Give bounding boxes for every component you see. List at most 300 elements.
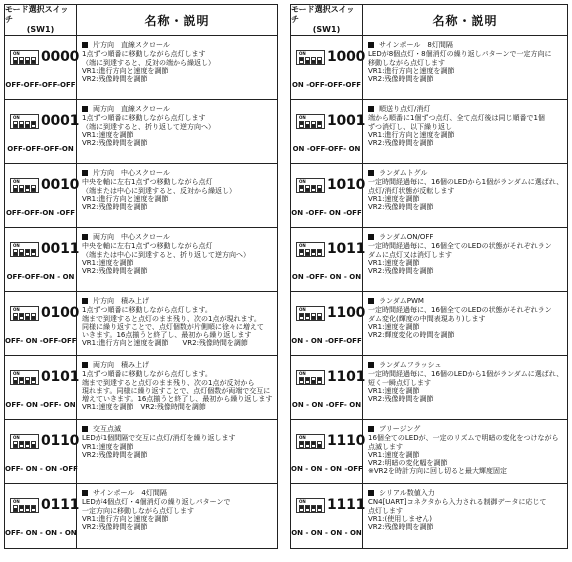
bullet-square-icon bbox=[82, 42, 88, 48]
dip-switch-on-label: ON bbox=[299, 243, 306, 248]
description-line: VR2:残像時間を調節 bbox=[82, 75, 148, 84]
dip-switch-on-label: ON bbox=[13, 371, 20, 376]
dip-switch-lever bbox=[305, 377, 310, 384]
dip-switch-icon bbox=[10, 370, 39, 385]
switch-state: ON - ON - ON - ON bbox=[291, 529, 362, 537]
mode-row bbox=[5, 484, 277, 548]
dip-switch-on-label: ON bbox=[13, 51, 20, 56]
mode-row bbox=[291, 292, 567, 356]
mode-row bbox=[5, 164, 277, 228]
mode-header-label: モード選択スイッチ bbox=[291, 5, 355, 24]
dip-switch-lever bbox=[317, 185, 322, 192]
mode-title: ブリージング bbox=[379, 425, 421, 433]
dip-lever-off bbox=[306, 124, 309, 127]
mode-cell bbox=[5, 228, 80, 291]
description-line: 一定時間経過毎に、16個全てのLEDの状態がそれぞれラン bbox=[368, 242, 552, 251]
dip-lever-off bbox=[14, 60, 17, 63]
dip-switch-icon bbox=[296, 50, 325, 65]
description-line: 1点ずつ順番に移動しながら点灯します。 bbox=[82, 370, 212, 379]
description-line: VR2:残像時間を調節 bbox=[82, 267, 148, 276]
mode-code: 0111 bbox=[41, 497, 80, 513]
dip-switch-lever bbox=[13, 57, 18, 64]
mode-cell bbox=[5, 36, 80, 99]
dip-switch-lever bbox=[299, 313, 304, 320]
mode-title-line bbox=[82, 297, 273, 305]
mode-cell bbox=[291, 228, 366, 291]
bullet-square-icon bbox=[368, 170, 374, 176]
mode-title-line bbox=[82, 425, 273, 433]
switch-state: OFF-OFF-ON - ON bbox=[6, 273, 75, 281]
dip-switch-on-label: ON bbox=[13, 115, 20, 120]
mode-title: ランダムPWM bbox=[379, 297, 424, 305]
description-line: VR1:速度を調節 bbox=[368, 450, 420, 459]
dip-lever-off bbox=[318, 444, 321, 447]
mode-row bbox=[5, 228, 277, 292]
description-line: 増えていきます。16点揃うと終了し、最初から繰り返します bbox=[82, 395, 273, 404]
description-line: いきます。16点揃うと終了し、最初から繰り返します bbox=[82, 331, 252, 340]
mode-title-line bbox=[368, 425, 563, 433]
mode-header-sub: (SW1) bbox=[26, 25, 55, 34]
mode-row bbox=[291, 228, 567, 292]
description-line: 端から順番に1個ずつ点灯、全て点灯後は同じ順番で1個 bbox=[368, 114, 545, 123]
mode-title-line bbox=[368, 297, 563, 305]
mode-code: 0101 bbox=[41, 369, 80, 385]
description-line: LEDが1個間隔で交互に点灯/消灯を繰り返します bbox=[82, 434, 236, 443]
dip-lever-on bbox=[32, 122, 35, 125]
description-line: VR2:残像時間を調節 bbox=[82, 523, 148, 532]
bullet-square-icon bbox=[82, 106, 88, 112]
bullet-square-icon bbox=[82, 490, 88, 496]
mode-description bbox=[77, 484, 277, 548]
bullet-square-icon bbox=[368, 106, 374, 112]
dip-switch-lever bbox=[317, 57, 322, 64]
table-header bbox=[291, 5, 567, 36]
mode-title-line bbox=[368, 169, 563, 177]
description-line: 一定時間経過毎に、16個全てのLEDの状態がそれぞれラン bbox=[368, 306, 552, 315]
description-line: 移動しながら点灯します bbox=[368, 58, 445, 67]
dip-switch-on-label: ON bbox=[13, 499, 20, 504]
dip-lever-on bbox=[26, 506, 29, 509]
dip-switch-lever bbox=[31, 121, 36, 128]
mode-column-header bbox=[291, 5, 363, 35]
mode-column-header bbox=[5, 5, 77, 35]
mode-title: サインポール 8灯間隔 bbox=[379, 41, 453, 49]
dip-lever-off bbox=[14, 380, 17, 383]
table-header bbox=[5, 5, 277, 36]
switch-state: OFF- ON - ON -OFF bbox=[5, 465, 78, 473]
mode-title-line bbox=[82, 105, 273, 113]
dip-switch-lever bbox=[317, 313, 322, 320]
description-line: 中央を軸に左右1点ずつ移動しながら点灯 bbox=[82, 178, 213, 187]
desc-column-header: 名称・説明 bbox=[432, 13, 498, 28]
dip-switch-lever bbox=[13, 121, 18, 128]
dip-lever-off bbox=[32, 60, 35, 63]
description-line: VR1:進行方向と速度を調節 bbox=[368, 66, 455, 75]
description-line: VR2:残像時間を調節 bbox=[368, 267, 434, 276]
switch-state: ON -OFF- ON - ON bbox=[291, 273, 362, 281]
switch-state: ON -OFF-OFF- ON bbox=[292, 145, 361, 153]
switch-state: OFF- ON -OFF-OFF bbox=[5, 337, 77, 345]
dip-lever-on bbox=[306, 442, 309, 445]
mode-row bbox=[5, 292, 277, 356]
mode-row bbox=[291, 36, 567, 100]
dip-switch-lever bbox=[311, 505, 316, 512]
mode-title: 片方向 積み上げ bbox=[93, 297, 149, 305]
dip-lever-off bbox=[20, 124, 23, 127]
dip-lever-off bbox=[312, 380, 315, 383]
dip-switch-lever bbox=[305, 441, 310, 448]
mode-row bbox=[291, 420, 567, 484]
mode-description bbox=[77, 356, 277, 419]
dip-switch-lever bbox=[317, 441, 322, 448]
description-line: 点灯します bbox=[368, 506, 403, 515]
mode-description bbox=[77, 292, 277, 355]
dip-lever-on bbox=[300, 58, 303, 61]
description-line: （端または中心に到達すると、折り返して逆方向へ） bbox=[82, 250, 250, 259]
mode-title-line bbox=[368, 489, 563, 497]
dip-switch-lever bbox=[31, 377, 36, 384]
dip-switch-lever bbox=[13, 377, 18, 384]
dip-switch-icon bbox=[296, 498, 325, 513]
bullet-square-icon bbox=[368, 234, 374, 240]
bullet-square-icon bbox=[368, 490, 374, 496]
dip-lever-off bbox=[32, 444, 35, 447]
dip-lever-on bbox=[300, 314, 303, 317]
description-line: VR1:速度を調節 bbox=[368, 322, 420, 331]
dip-switch-bits bbox=[299, 57, 322, 64]
dip-switch-lever bbox=[19, 377, 24, 384]
dip-lever-on bbox=[306, 378, 309, 381]
dip-switch-lever bbox=[25, 377, 30, 384]
mode-title: ランダムON/OFF bbox=[379, 233, 434, 241]
description-line: 1点ずつ順番に移動しながら点灯します bbox=[82, 114, 206, 123]
mode-cell bbox=[291, 356, 366, 419]
dip-lever-on bbox=[26, 442, 29, 445]
dip-lever-on bbox=[32, 506, 35, 509]
switch-state: OFF-OFF-OFF-ON bbox=[7, 145, 74, 153]
description-line: CN4[UART]コネクタから入力される制御データに応じて bbox=[368, 498, 547, 507]
dip-lever-on bbox=[312, 506, 315, 509]
dip-lever-off bbox=[20, 60, 23, 63]
dip-lever-on bbox=[300, 378, 303, 381]
dip-lever-off bbox=[26, 60, 29, 63]
dip-lever-on bbox=[300, 442, 303, 445]
dip-switch-lever bbox=[25, 121, 30, 128]
mode-cell bbox=[5, 484, 80, 548]
dip-switch-icon bbox=[10, 498, 39, 513]
dip-lever-on bbox=[20, 442, 23, 445]
dip-lever-off bbox=[318, 188, 321, 191]
dip-switch-icon bbox=[10, 50, 39, 65]
dip-switch-on-label: ON bbox=[299, 499, 306, 504]
dip-switch-lever bbox=[13, 185, 18, 192]
mode-header-sub: (SW1) bbox=[312, 25, 341, 34]
dip-lever-off bbox=[20, 252, 23, 255]
bullet-square-icon bbox=[368, 298, 374, 304]
dip-switch-lever bbox=[25, 185, 30, 192]
description-line: 同様に繰り返すことで、点灯個数が片側順に徐々に増えて bbox=[82, 322, 264, 331]
dip-switch-on-label: ON bbox=[13, 307, 20, 312]
rows-left bbox=[5, 36, 277, 548]
dip-lever-off bbox=[306, 60, 309, 63]
dip-switch-bits bbox=[13, 185, 36, 192]
description-line: 端まで到達すると点灯のまま残り、次の1点が反対から bbox=[82, 378, 255, 387]
dip-switch-bits bbox=[13, 441, 36, 448]
mode-cell bbox=[291, 164, 366, 227]
mode-code: 1110 bbox=[327, 433, 366, 449]
dip-lever-on bbox=[300, 506, 303, 509]
description-line: 点滅します bbox=[368, 442, 403, 451]
mode-title-line bbox=[368, 41, 563, 49]
description-line: （端に到達すると、折り返して逆方向へ） bbox=[82, 122, 215, 131]
dip-lever-off bbox=[312, 124, 315, 127]
description-line: ダム変化(輝度の中間表現あり)します bbox=[368, 314, 486, 323]
dip-switch-on-label: ON bbox=[13, 435, 20, 440]
dip-switch-on-label: ON bbox=[13, 243, 20, 248]
dip-lever-on bbox=[300, 186, 303, 189]
dip-switch-lever bbox=[13, 441, 18, 448]
mode-code: 1011 bbox=[327, 241, 366, 257]
mode-cell bbox=[291, 100, 366, 163]
dip-switch-bits bbox=[13, 377, 36, 384]
mode-header-label: モード選択スイッチ bbox=[5, 5, 69, 24]
mode-row bbox=[5, 356, 277, 420]
switch-state: OFF- ON -OFF- ON bbox=[5, 401, 76, 409]
description-line: VR1:進行方向と速度を調節 bbox=[368, 130, 455, 139]
dip-switch-lever bbox=[305, 249, 310, 256]
description-line: VR2:残像時間を調節 bbox=[368, 75, 434, 84]
dip-lever-off bbox=[32, 316, 35, 319]
mode-title-line bbox=[368, 361, 563, 369]
switch-state: OFF-OFF-ON -OFF bbox=[5, 209, 76, 217]
dip-lever-off bbox=[318, 60, 321, 63]
mode-title: 片方向 直線スクロール bbox=[93, 41, 170, 49]
dip-switch-lever bbox=[25, 249, 30, 256]
description-line: VR2:残像時間を調節 bbox=[368, 203, 434, 212]
description-line: VR1:(使用しません) bbox=[368, 514, 432, 523]
dip-switch-icon bbox=[296, 242, 325, 257]
mode-description bbox=[363, 484, 567, 548]
mode-row bbox=[291, 100, 567, 164]
mode-title-line bbox=[368, 233, 563, 241]
mode-title: サインポール 4灯間隔 bbox=[93, 489, 167, 497]
dip-switch-bits bbox=[13, 313, 36, 320]
description-line: ダムに点灯又は消灯します bbox=[368, 250, 452, 259]
dip-switch-lever bbox=[25, 313, 30, 320]
description-line: LEDが8個点灯・8個消灯の繰り返しパターンで一定方向に bbox=[368, 50, 552, 59]
dip-switch-lever bbox=[305, 505, 310, 512]
switch-state: ON - ON -OFF- ON bbox=[291, 401, 362, 409]
dip-lever-on bbox=[32, 250, 35, 253]
dip-switch-bits bbox=[299, 313, 322, 320]
dip-lever-on bbox=[20, 314, 23, 317]
bullet-square-icon bbox=[368, 42, 374, 48]
description-line: VR2:残像時間を調節 bbox=[82, 450, 148, 459]
description-line: VR1:速度を調節 bbox=[82, 130, 134, 139]
dip-lever-off bbox=[306, 252, 309, 255]
dip-switch-icon bbox=[10, 434, 39, 449]
dip-lever-on bbox=[306, 506, 309, 509]
dip-lever-off bbox=[26, 124, 29, 127]
dip-lever-off bbox=[14, 316, 17, 319]
description-line: 一定時間経過毎に、16個のLEDから1個がランダムに選ばれ、 bbox=[368, 178, 564, 187]
mode-title-line bbox=[368, 105, 563, 113]
mode-cell bbox=[291, 292, 366, 355]
dip-switch-lever bbox=[317, 377, 322, 384]
dip-switch-icon bbox=[296, 178, 325, 193]
dip-switch-lever bbox=[19, 249, 24, 256]
dip-switch-lever bbox=[311, 57, 316, 64]
dip-switch-lever bbox=[305, 185, 310, 192]
dip-switch-lever bbox=[299, 505, 304, 512]
dip-switch-bits bbox=[13, 121, 36, 128]
mode-title-line bbox=[82, 169, 273, 177]
mode-table-right bbox=[290, 4, 568, 549]
dip-lever-on bbox=[318, 122, 321, 125]
description-line: 16個全てのLEDが、一定のリズムで明暗の変化をつけながら bbox=[368, 434, 559, 443]
description-line: 一定方向に移動しながら点灯します bbox=[82, 506, 194, 515]
mode-code: 0011 bbox=[41, 241, 80, 257]
dip-lever-off bbox=[26, 316, 29, 319]
dip-switch-lever bbox=[25, 57, 30, 64]
mode-title: 順送り点灯/消灯 bbox=[379, 105, 431, 113]
dip-switch-lever bbox=[317, 121, 322, 128]
dip-lever-off bbox=[14, 508, 17, 511]
dip-switch-lever bbox=[19, 505, 24, 512]
dip-lever-on bbox=[312, 186, 315, 189]
description-line: 1点ずつ順番に移動しながら点灯します bbox=[82, 50, 206, 59]
description-line: 端まで到達すると点灯のまま残り、次の1点が現れます。 bbox=[82, 314, 261, 323]
description-line: VR1:進行方向と速度を調節 bbox=[82, 66, 169, 75]
dip-lever-on bbox=[32, 378, 35, 381]
dip-lever-on bbox=[306, 314, 309, 317]
dip-lever-off bbox=[14, 124, 17, 127]
mode-title-line bbox=[82, 233, 273, 241]
bullet-square-icon bbox=[82, 362, 88, 368]
mode-title: ランダムトグル bbox=[379, 169, 428, 177]
description-line: VR2:輝度変化の時間を調節 bbox=[368, 331, 455, 340]
dip-lever-on bbox=[300, 250, 303, 253]
mode-description bbox=[363, 36, 567, 99]
mode-cell bbox=[5, 100, 80, 163]
mode-cell bbox=[5, 292, 80, 355]
dip-switch-icon bbox=[10, 178, 39, 193]
dip-switch-bits bbox=[299, 185, 322, 192]
description-line: 短く一瞬点灯します bbox=[368, 378, 431, 387]
dip-switch-lever bbox=[299, 185, 304, 192]
dip-switch-icon bbox=[296, 370, 325, 385]
dip-switch-lever bbox=[299, 249, 304, 256]
dip-switch-lever bbox=[311, 313, 316, 320]
mode-code: 0000 bbox=[41, 49, 80, 65]
dip-lever-off bbox=[312, 316, 315, 319]
description-line: VR1:速度を調節 bbox=[368, 194, 420, 203]
dip-switch-bits bbox=[13, 505, 36, 512]
description-line: VR1:進行方向と速度を調節 bbox=[82, 514, 169, 523]
mode-title: シリアル数値入力 bbox=[379, 489, 435, 497]
mode-cell bbox=[5, 356, 80, 419]
description-line: VR1:進行方向と速度を調節 VR2:残像時間を調節 bbox=[82, 339, 248, 348]
bullet-square-icon bbox=[82, 426, 88, 432]
mode-description bbox=[363, 164, 567, 227]
mode-row bbox=[291, 164, 567, 228]
switch-state: ON - ON -OFF-OFF bbox=[291, 337, 362, 345]
desc-column-header: 名称・説明 bbox=[144, 13, 210, 28]
description-line: LEDが4個点灯・4個消灯の繰り返しパターンで bbox=[82, 498, 231, 507]
dip-lever-on bbox=[300, 122, 303, 125]
mode-title: 両方向 積み上げ bbox=[93, 361, 149, 369]
mode-description bbox=[77, 420, 277, 483]
description-line: VR1:速度を調節 bbox=[82, 258, 134, 267]
bullet-square-icon bbox=[368, 426, 374, 432]
dip-lever-on bbox=[20, 378, 23, 381]
dip-switch-lever bbox=[311, 377, 316, 384]
dip-switch-on-label: ON bbox=[299, 179, 306, 184]
dip-switch-on-label: ON bbox=[299, 51, 306, 56]
description-line: VR2:残像時間を調節 bbox=[82, 203, 148, 212]
mode-code: 1001 bbox=[327, 113, 366, 129]
dip-switch-bits bbox=[299, 505, 322, 512]
description-line: VR1:進行方向と速度を調節 bbox=[82, 194, 169, 203]
description-line: 中央を軸に左右1点ずつ移動しながら点灯 bbox=[82, 242, 213, 251]
mode-description bbox=[77, 228, 277, 291]
mode-code: 1101 bbox=[327, 369, 366, 385]
dip-switch-lever bbox=[31, 57, 36, 64]
description-line: ※VR2を時計方向に回し切ると最大輝度固定 bbox=[368, 467, 507, 476]
switch-state: ON -OFF-OFF-OFF bbox=[291, 81, 362, 89]
dip-lever-off bbox=[312, 60, 315, 63]
mode-code: 0110 bbox=[41, 433, 80, 449]
dip-switch-lever bbox=[311, 185, 316, 192]
mode-description bbox=[363, 356, 567, 419]
dip-switch-bits bbox=[299, 377, 322, 384]
dip-lever-on bbox=[312, 442, 315, 445]
dip-lever-on bbox=[318, 378, 321, 381]
mode-code: 0100 bbox=[41, 305, 80, 321]
description-line: 1点ずつ順番に移動しながら点灯します。 bbox=[82, 306, 212, 315]
mode-row bbox=[291, 484, 567, 548]
dip-switch-lever bbox=[311, 121, 316, 128]
dip-switch-lever bbox=[305, 313, 310, 320]
mode-code: 1000 bbox=[327, 49, 366, 65]
dip-switch-lever bbox=[19, 57, 24, 64]
mode-cell bbox=[5, 420, 80, 483]
mode-row bbox=[291, 356, 567, 420]
description-line: （端に到達すると、反対の端から繰返し） bbox=[82, 58, 215, 67]
mode-description bbox=[363, 100, 567, 163]
dip-lever-off bbox=[306, 188, 309, 191]
dip-switch-lever bbox=[31, 185, 36, 192]
mode-title: 両方向 直線スクロール bbox=[93, 105, 170, 113]
bullet-square-icon bbox=[368, 362, 374, 368]
dip-switch-bits bbox=[299, 121, 322, 128]
dip-switch-lever bbox=[299, 441, 304, 448]
bullet-square-icon bbox=[82, 170, 88, 176]
dip-lever-on bbox=[26, 186, 29, 189]
dip-switch-lever bbox=[31, 313, 36, 320]
description-line: VR2:残像時間を調節 bbox=[82, 139, 148, 148]
dip-switch-on-label: ON bbox=[299, 115, 306, 120]
dip-switch-on-label: ON bbox=[13, 179, 20, 184]
dip-switch-lever bbox=[299, 377, 304, 384]
description-line: VR1:速度を調節 bbox=[82, 442, 134, 451]
dip-lever-on bbox=[318, 250, 321, 253]
dip-switch-lever bbox=[305, 57, 310, 64]
dip-lever-off bbox=[14, 188, 17, 191]
description-line: VR1:速度を調節 VR2:残像時間を調節 bbox=[82, 403, 206, 412]
mode-title: 交互点滅 bbox=[93, 425, 121, 433]
description-line: VR1:速度を調節 bbox=[368, 258, 420, 267]
